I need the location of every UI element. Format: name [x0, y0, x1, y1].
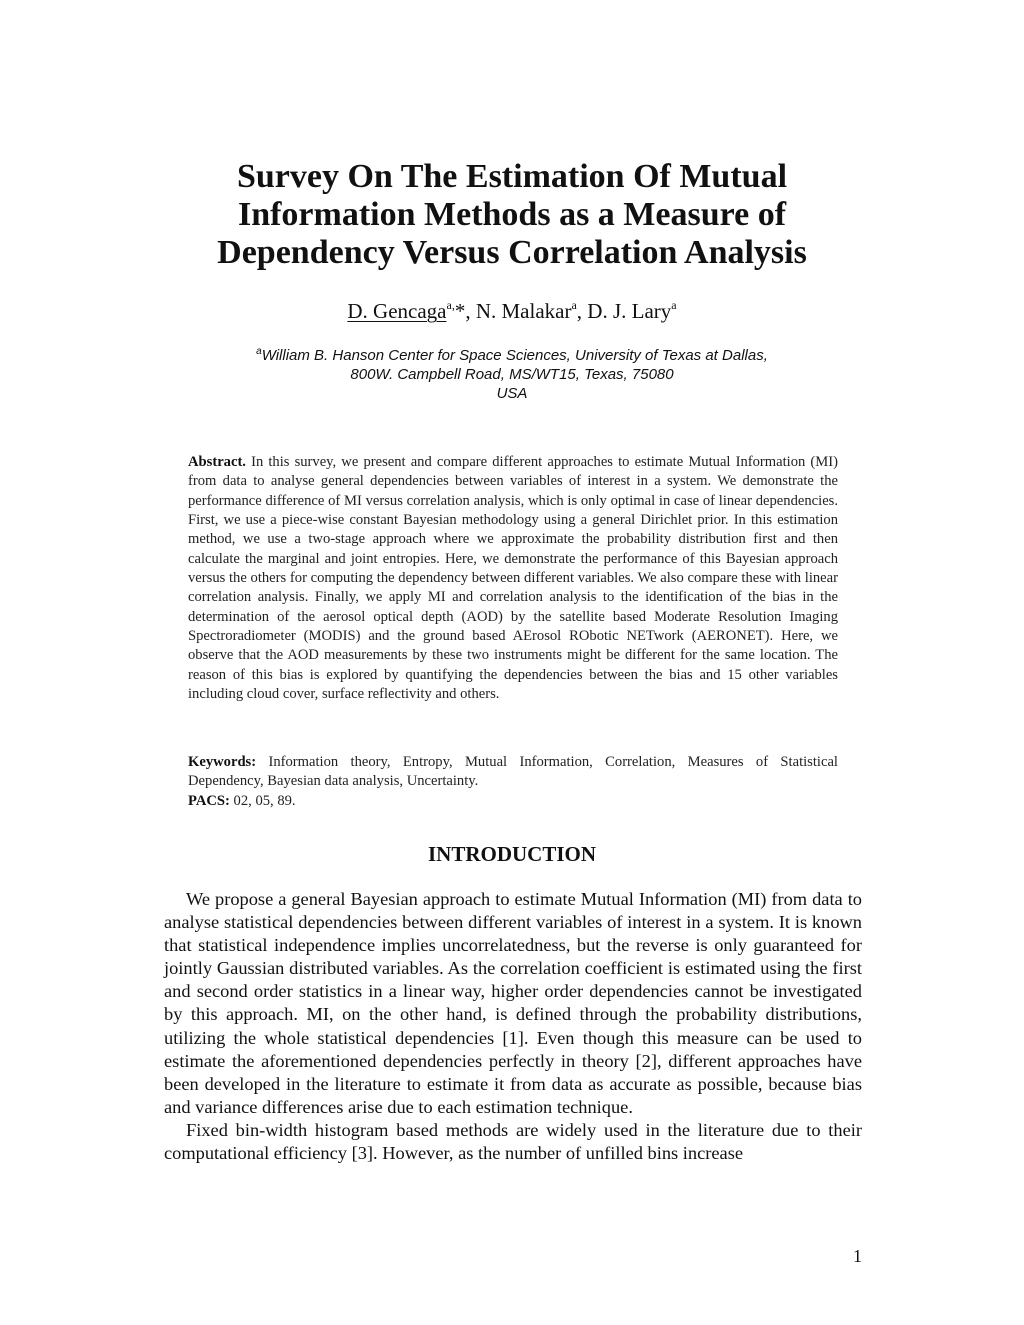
- page-number: 1: [853, 1246, 862, 1266]
- author-affiliation-mark: a,: [446, 298, 455, 312]
- affiliation-line: 800W. Campbell Road, MS/WT15, Texas, 75080: [350, 366, 674, 383]
- introduction-body: [164, 888, 862, 1165]
- pacs-text: 02, 05, 89.: [233, 793, 296, 809]
- title-line: Survey On The Estimation Of Mutual: [236, 158, 788, 195]
- corresponding-author-mark: *: [454, 299, 466, 323]
- affiliation-line: USA: [496, 385, 528, 402]
- author-name: D. J. Lary: [587, 299, 672, 323]
- affiliation-line: $^a$William B. Hanson Center for Space Sciences, University of Texas at Dallas,: [256, 346, 768, 364]
- keywords: [188, 753, 838, 792]
- pacs: [188, 792, 838, 811]
- paper-title: [150, 158, 874, 272]
- section-heading: INTRODUCTION: [427, 842, 597, 866]
- author-presenter-name: D. Gencaga: [347, 299, 447, 323]
- abstract: [188, 453, 838, 704]
- affiliation: [150, 346, 874, 403]
- abstract-text: In this survey, we present and compare different approaches to estimate Mutual Information (MI) from data to analyse general dependencies between variables of interest in a system. We demonstrate the performance difference of MI versus correlation analysis, which is only optimal in case of linear dependencies. First, we use a piece-wise constant Bayesian methodology using a general Dirichlet prior. In this estimation method, we use a two-stage approach where we approximate the probability distribution first and then calculate the marginal and joint entropies. Here, we demonstrate the performance of this Bayesian approach versus the others for computing the dependency between different variables. We also compare these with linear correlation analysis. Finally, we apply MI and correlation analysis to the identification of the bias in the determination of the aerosol optical depth (AOD) by the satellite based Moderate Resolution Imaging Spectroradiometer (MODIS) and the ground based AErosol RObotic NETwork (AERONET). Here, we observe that the AOD measurements by these two instruments might be different for the same location. The reason of this bias is explored by quantifying the dependencies between the bias and 15 other variables including cloud cover, surface reflectivity and others.: [188, 454, 838, 703]
- abstract-label: Abstract.: [188, 454, 246, 470]
- author-name: N. Malakar: [475, 299, 572, 323]
- author-separator: ,: [576, 299, 588, 323]
- keywords-text: Information theory, Entropy, Mutual Information, Correlation, Measures of Statistical Dependency, Bayesian data analysis, Uncertainty.: [188, 754, 838, 790]
- title-line: Information Methods as a Measure of: [237, 196, 787, 233]
- body-paragraph: We propose a general Bayesian approach to estimate Mutual Information (MI) from data to analyse statistical dependencies between different variables of interest in a system. It is known that statistical independence implies uncorrelatedness, but the reverse is only guaranteed for jointly Gaussian distributed variables. As the correlation coefficient is estimated using the first and second order statistics in a linear way, higher order dependencies cannot be investigated by this approach. MI, on the other hand, is defined through the probability distributions, utilizing the whole statistical dependencies [1]. Even though this measure can be used to estimate the aforementioned dependencies perfectly in theory [2], different approaches have been developed in the literature to estimate it from data as accurate as possible, because bias and variance differences arise due to each estimation technique.: [164, 889, 862, 1117]
- keywords-label: Keywords:: [188, 754, 257, 770]
- body-paragraph: Fixed bin-width histogram based methods are widely used in the literature due to their computational efficiency [3]. However, as the number of unfilled bins increase: [164, 1119, 862, 1164]
- title-line: Dependency Versus Correlation Analysis: [217, 234, 807, 271]
- author-affiliation-mark: a: [671, 298, 677, 312]
- affiliation-mark: a: [256, 346, 262, 357]
- pacs-label: PACS:: [188, 793, 230, 809]
- author-separator: ,: [465, 299, 476, 323]
- author-list: [150, 298, 874, 324]
- author-affiliation-mark: a: [571, 298, 577, 312]
